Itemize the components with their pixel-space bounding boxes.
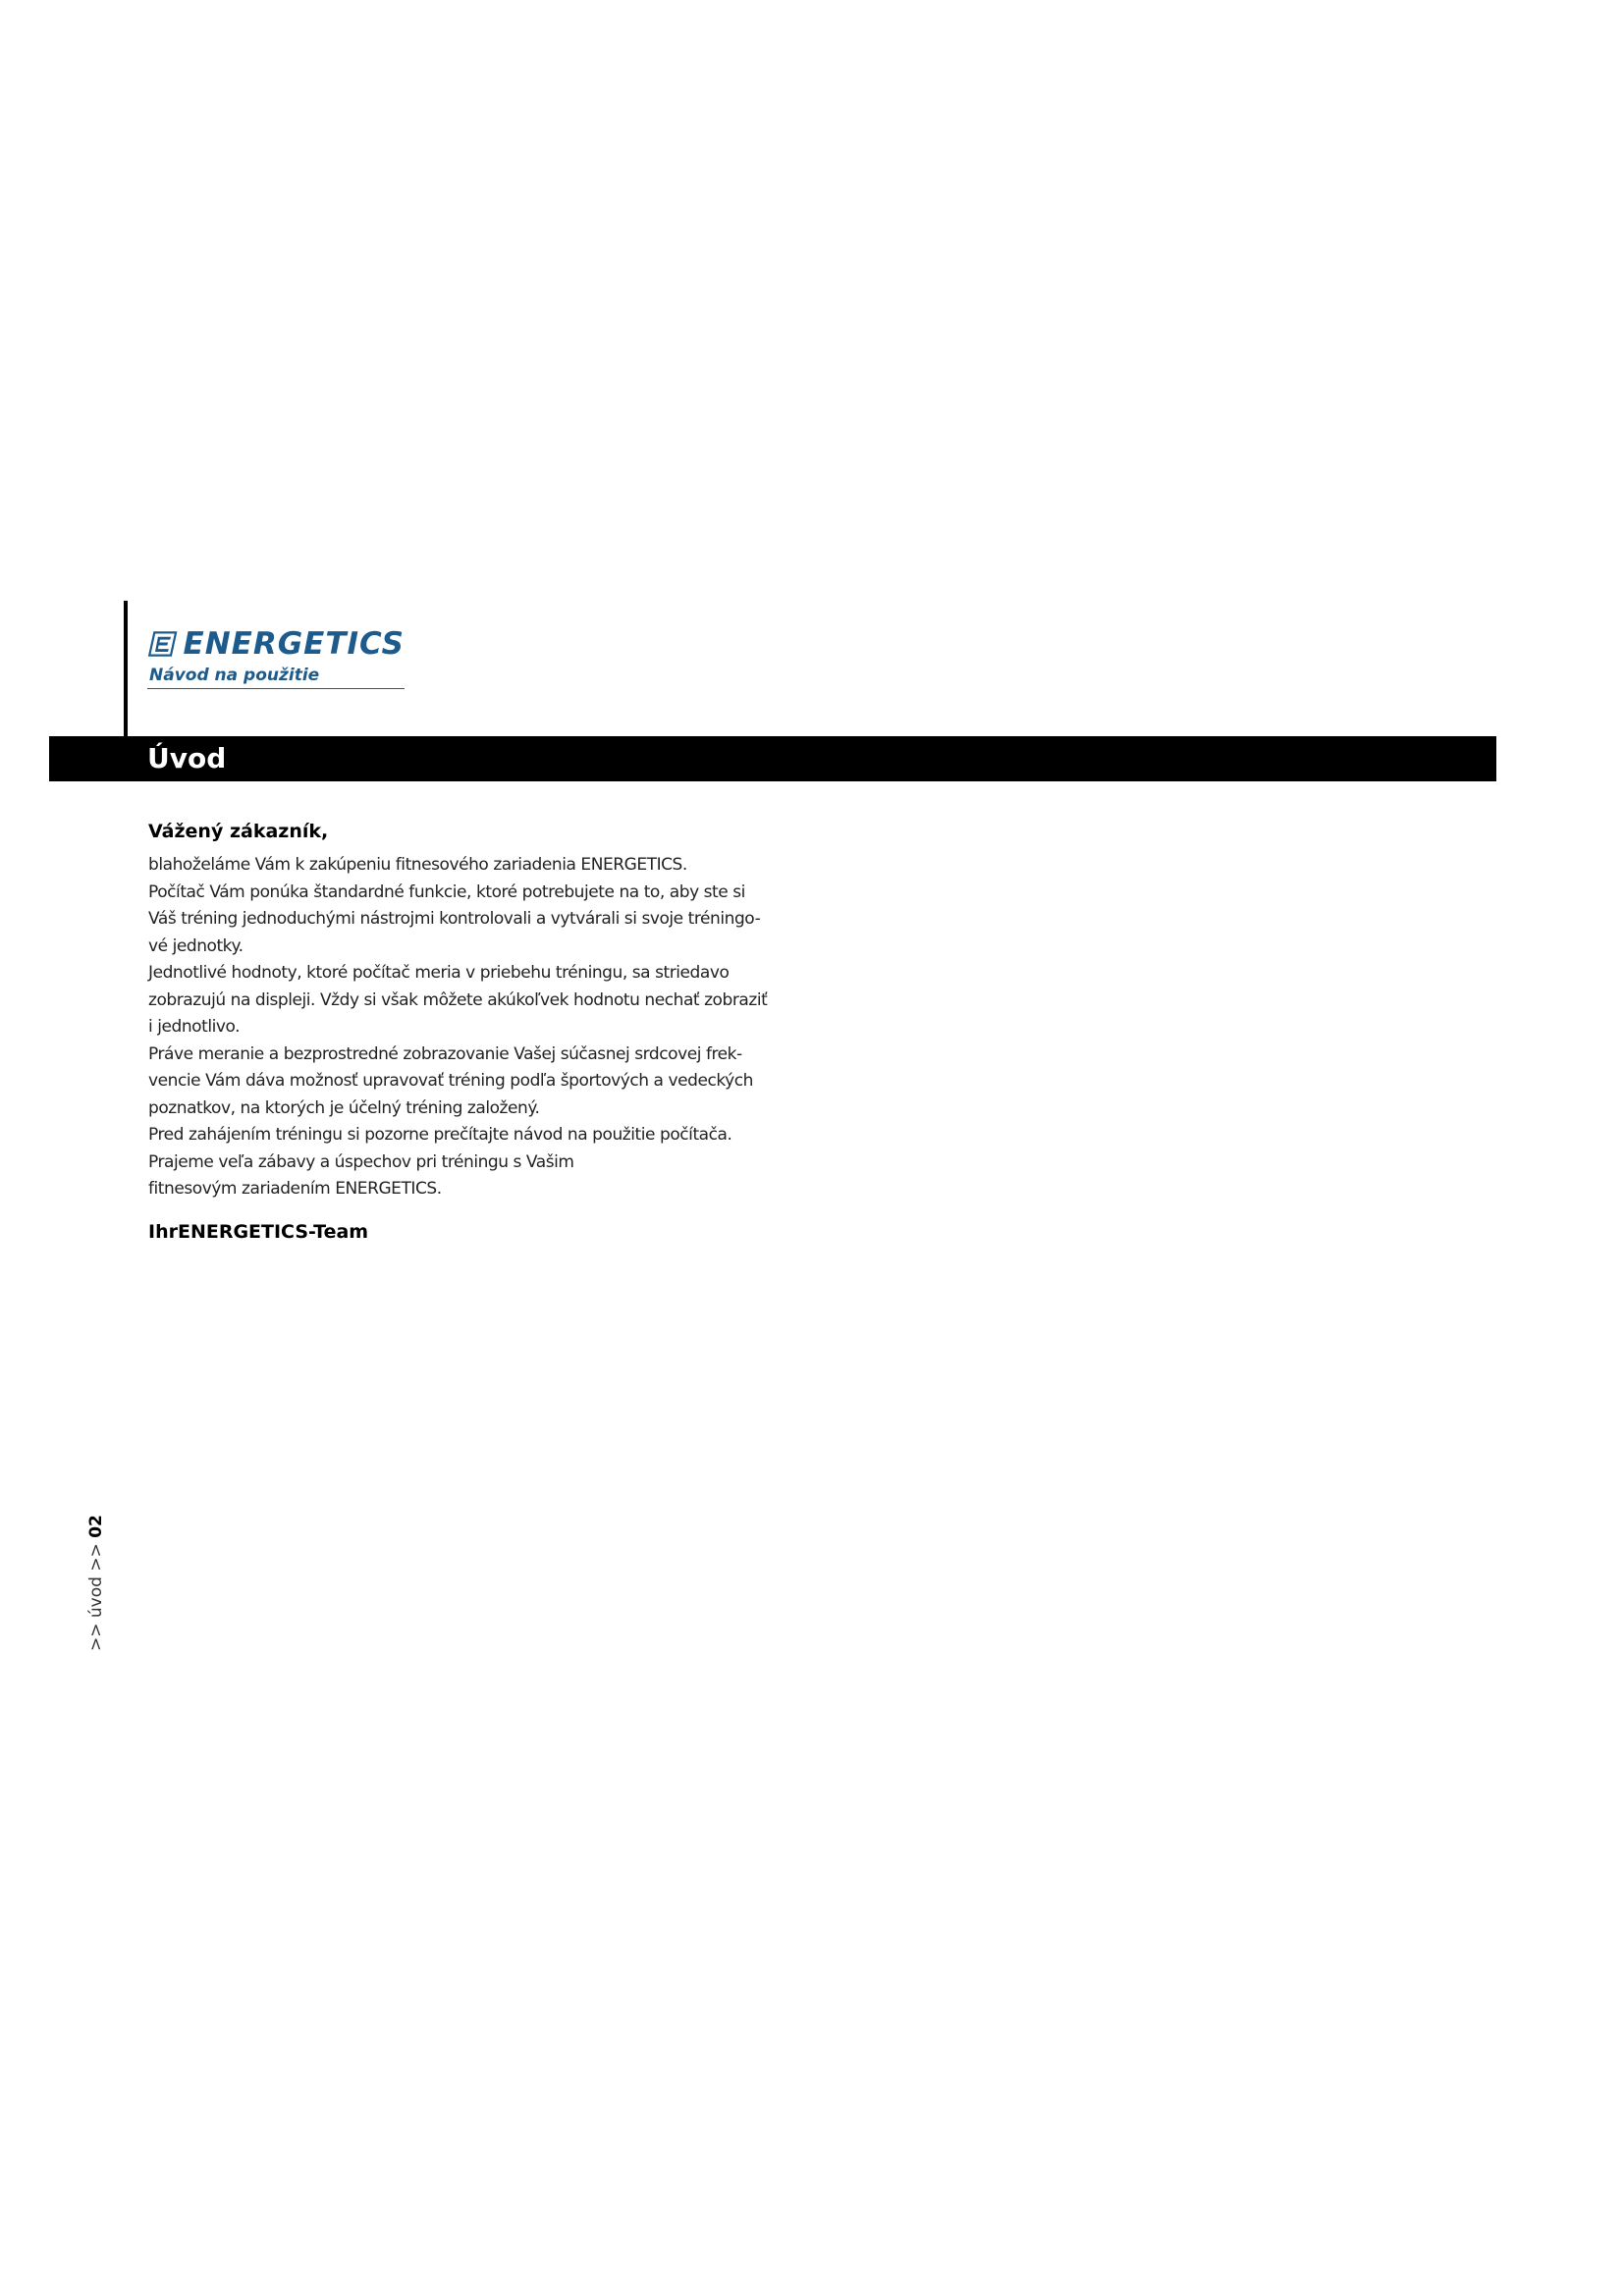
letter-paragraph [148, 1149, 826, 1203]
letter-paragraph [148, 1041, 826, 1123]
manual-subtitle: Návod na použitie [147, 666, 405, 689]
brand-name: ENERGETICS [183, 626, 405, 662]
letter-line: blahoželáme Vám k zakúpeniu fitnesového zariadenia ENERGETICS. [148, 855, 687, 875]
letter-line: Prajeme veľa zábavy a úspechov pri tréningu s Vašim [148, 1151, 574, 1172]
header-rule-vertical [124, 601, 128, 738]
letter-paragraph [148, 852, 826, 880]
energetics-logo [147, 624, 405, 689]
letter-greeting: Vážený zákazník, [148, 821, 329, 842]
letter-line: Práve meranie a bezprostredné zobrazovanie Vašej súčasnej srdcovej frek- [148, 1043, 742, 1064]
letter-line: Pred zahájením tréningu si pozorne prečítajte návod na použitie počítača. [148, 1125, 732, 1145]
letter-line: Počítač Vám ponúka štandardné funkcie, ktoré potrebujete na to, aby ste si [148, 881, 745, 902]
letter-paragraph [148, 1122, 826, 1149]
letter-line: vé jednotky. [148, 935, 244, 956]
letter-line: zobrazujú na displeji. Vždy si však môžete akúkoľvek hodnotu nechať zobraziť [148, 989, 768, 1010]
section-title: Úvod [147, 742, 227, 774]
letter-line: Jednotlivé hodnoty, ktoré počítač meria v priebehu tréningu, sa striedavo [148, 963, 730, 983]
letter-line: Váš tréning jednoduchými nástrojmi kontrolovali a vytvárali si svoje tréningo- [148, 909, 761, 929]
page-footer-label [86, 1515, 106, 1651]
letter-line: vencie Vám dáva možnosť upravovať tréning podľa športových a vedeckých [148, 1071, 753, 1091]
letter-signature: IhrENERGETICS-Team [148, 1220, 369, 1243]
letter-line: i jednotlivo. [148, 1017, 241, 1037]
section-banner [49, 736, 1496, 781]
letter-line: fitnesovým zariadením ENERGETICS. [148, 1179, 442, 1199]
letter-line: poznatkov, na ktorých je účelný tréning založený. [148, 1097, 540, 1118]
letter-body [148, 852, 826, 1203]
letter-paragraph [148, 960, 826, 1041]
page-number: 02 [86, 1515, 106, 1538]
energetics-e-logo-icon [147, 626, 178, 662]
section-breadcrumb: >> úvod >> [86, 1543, 106, 1651]
letter-content [148, 819, 826, 1245]
letter-paragraph [148, 880, 826, 961]
